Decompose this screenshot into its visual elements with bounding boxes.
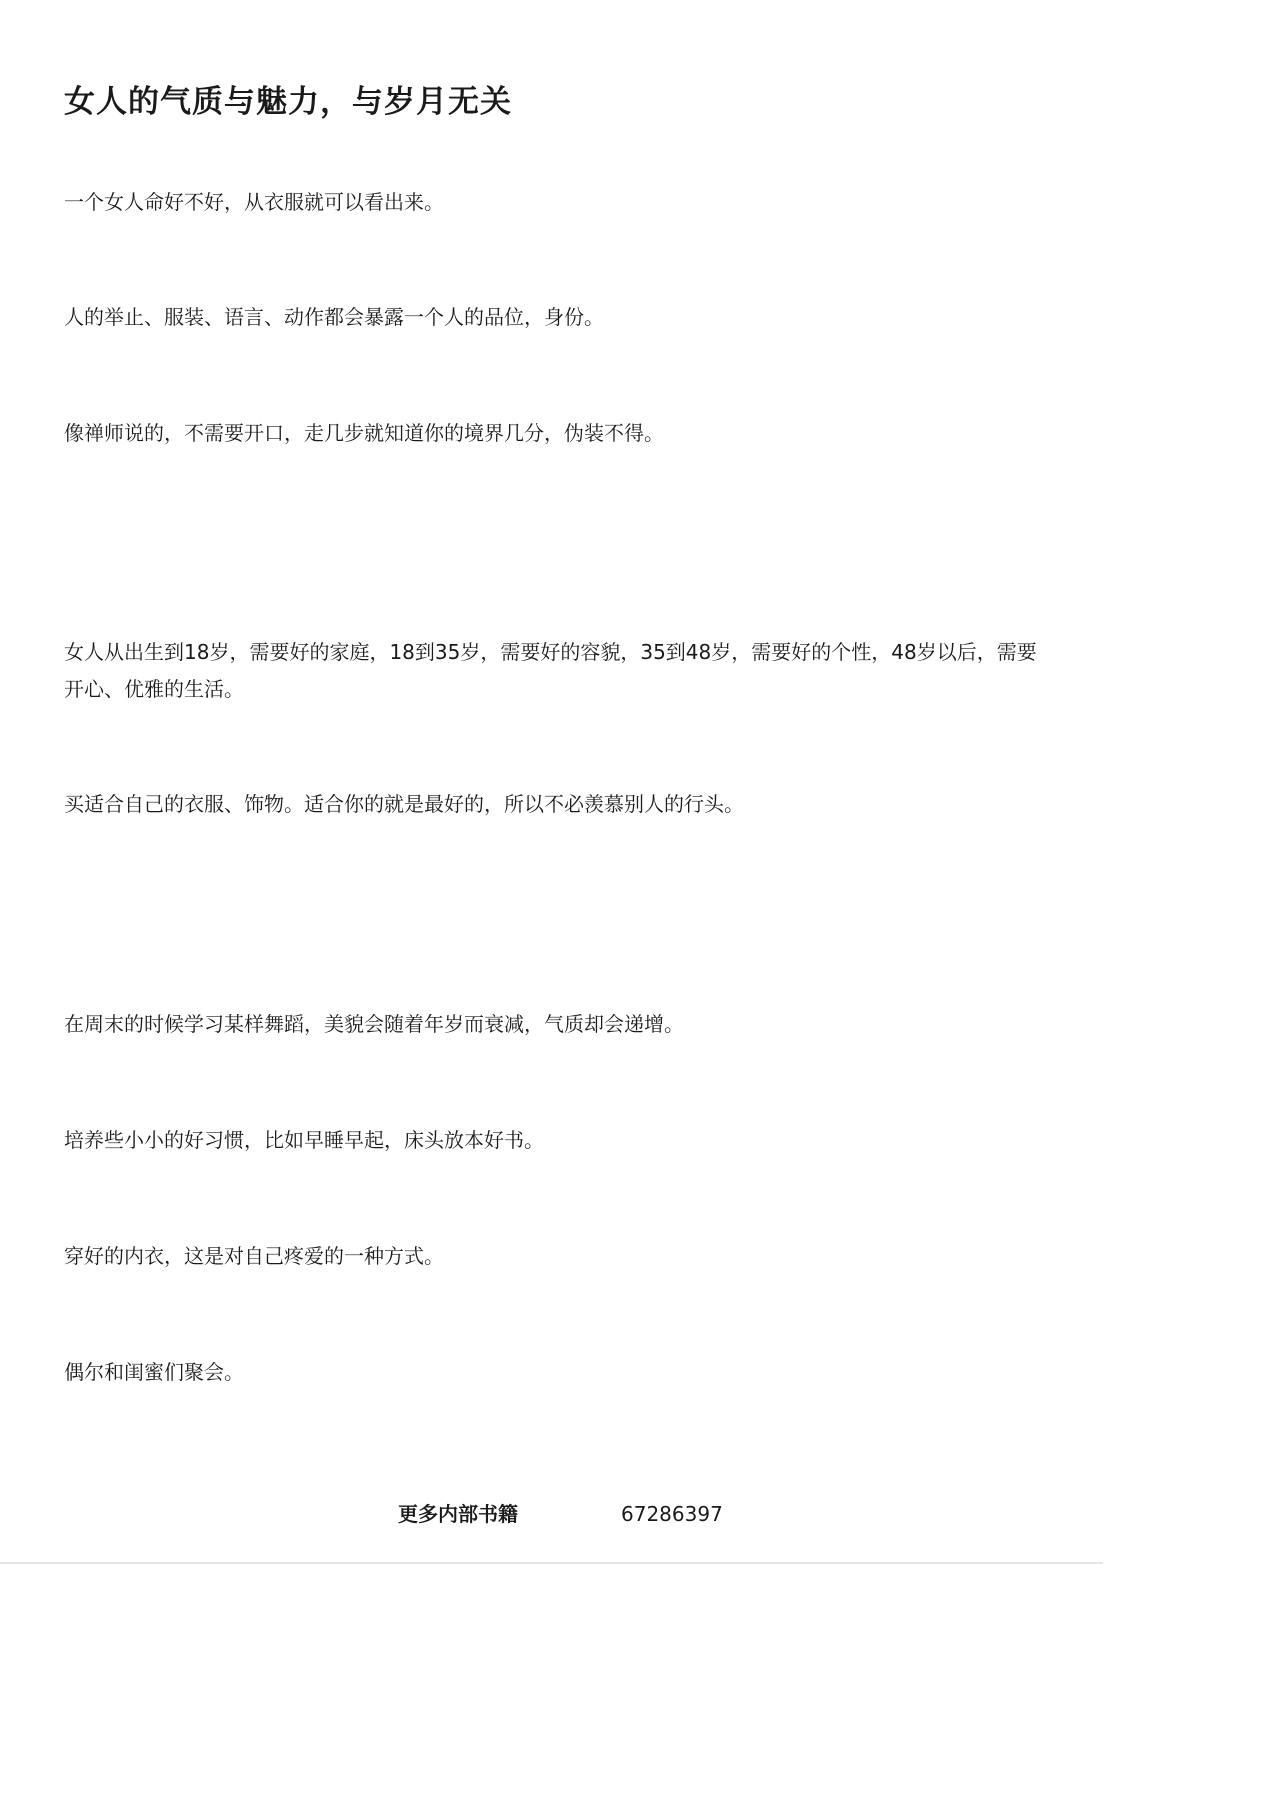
bottom-divider — [0, 1562, 1103, 1564]
paragraph-5: 买适合自己的衣服、饰物。适合你的就是最好的，所以不必羡慕别人的行头。 — [64, 792, 744, 816]
article-title: 女人的气质与魅力，与岁月无关 — [64, 84, 512, 120]
paragraph-2: 人的举止、服装、语言、动作都会暴露一个人的品位，身份。 — [64, 305, 604, 329]
page-footer — [0, 1498, 1103, 1530]
footer-number: 67286397 — [621, 1502, 723, 1526]
paragraph-8: 穿好的内衣，这是对自己疼爱的一种方式。 — [64, 1244, 444, 1268]
paragraph-6: 在周末的时候学习某样舞蹈，美貌会随着年岁而衰减，气质却会递增。 — [64, 1012, 684, 1036]
footer-label: 更多内部书籍 — [398, 1502, 518, 1526]
paragraph-3: 像禅师说的，不需要开口，走几步就知道你的境界几分，伪装不得。 — [64, 421, 664, 445]
paragraph-9: 偶尔和闺蜜们聚会。 — [64, 1360, 244, 1384]
paragraph-4: 女人从出生到18岁，需要好的家庭，18到35岁，需要好的容貌，35到48岁，需要好的个性，48岁以后，需要开心、优雅的生活。 — [64, 640, 1037, 701]
paragraph-7: 培养些小小的好习惯，比如早睡早起，床头放本好书。 — [64, 1128, 544, 1152]
paragraph-1: 一个女人命好不好，从衣服就可以看出来。 — [64, 190, 444, 214]
